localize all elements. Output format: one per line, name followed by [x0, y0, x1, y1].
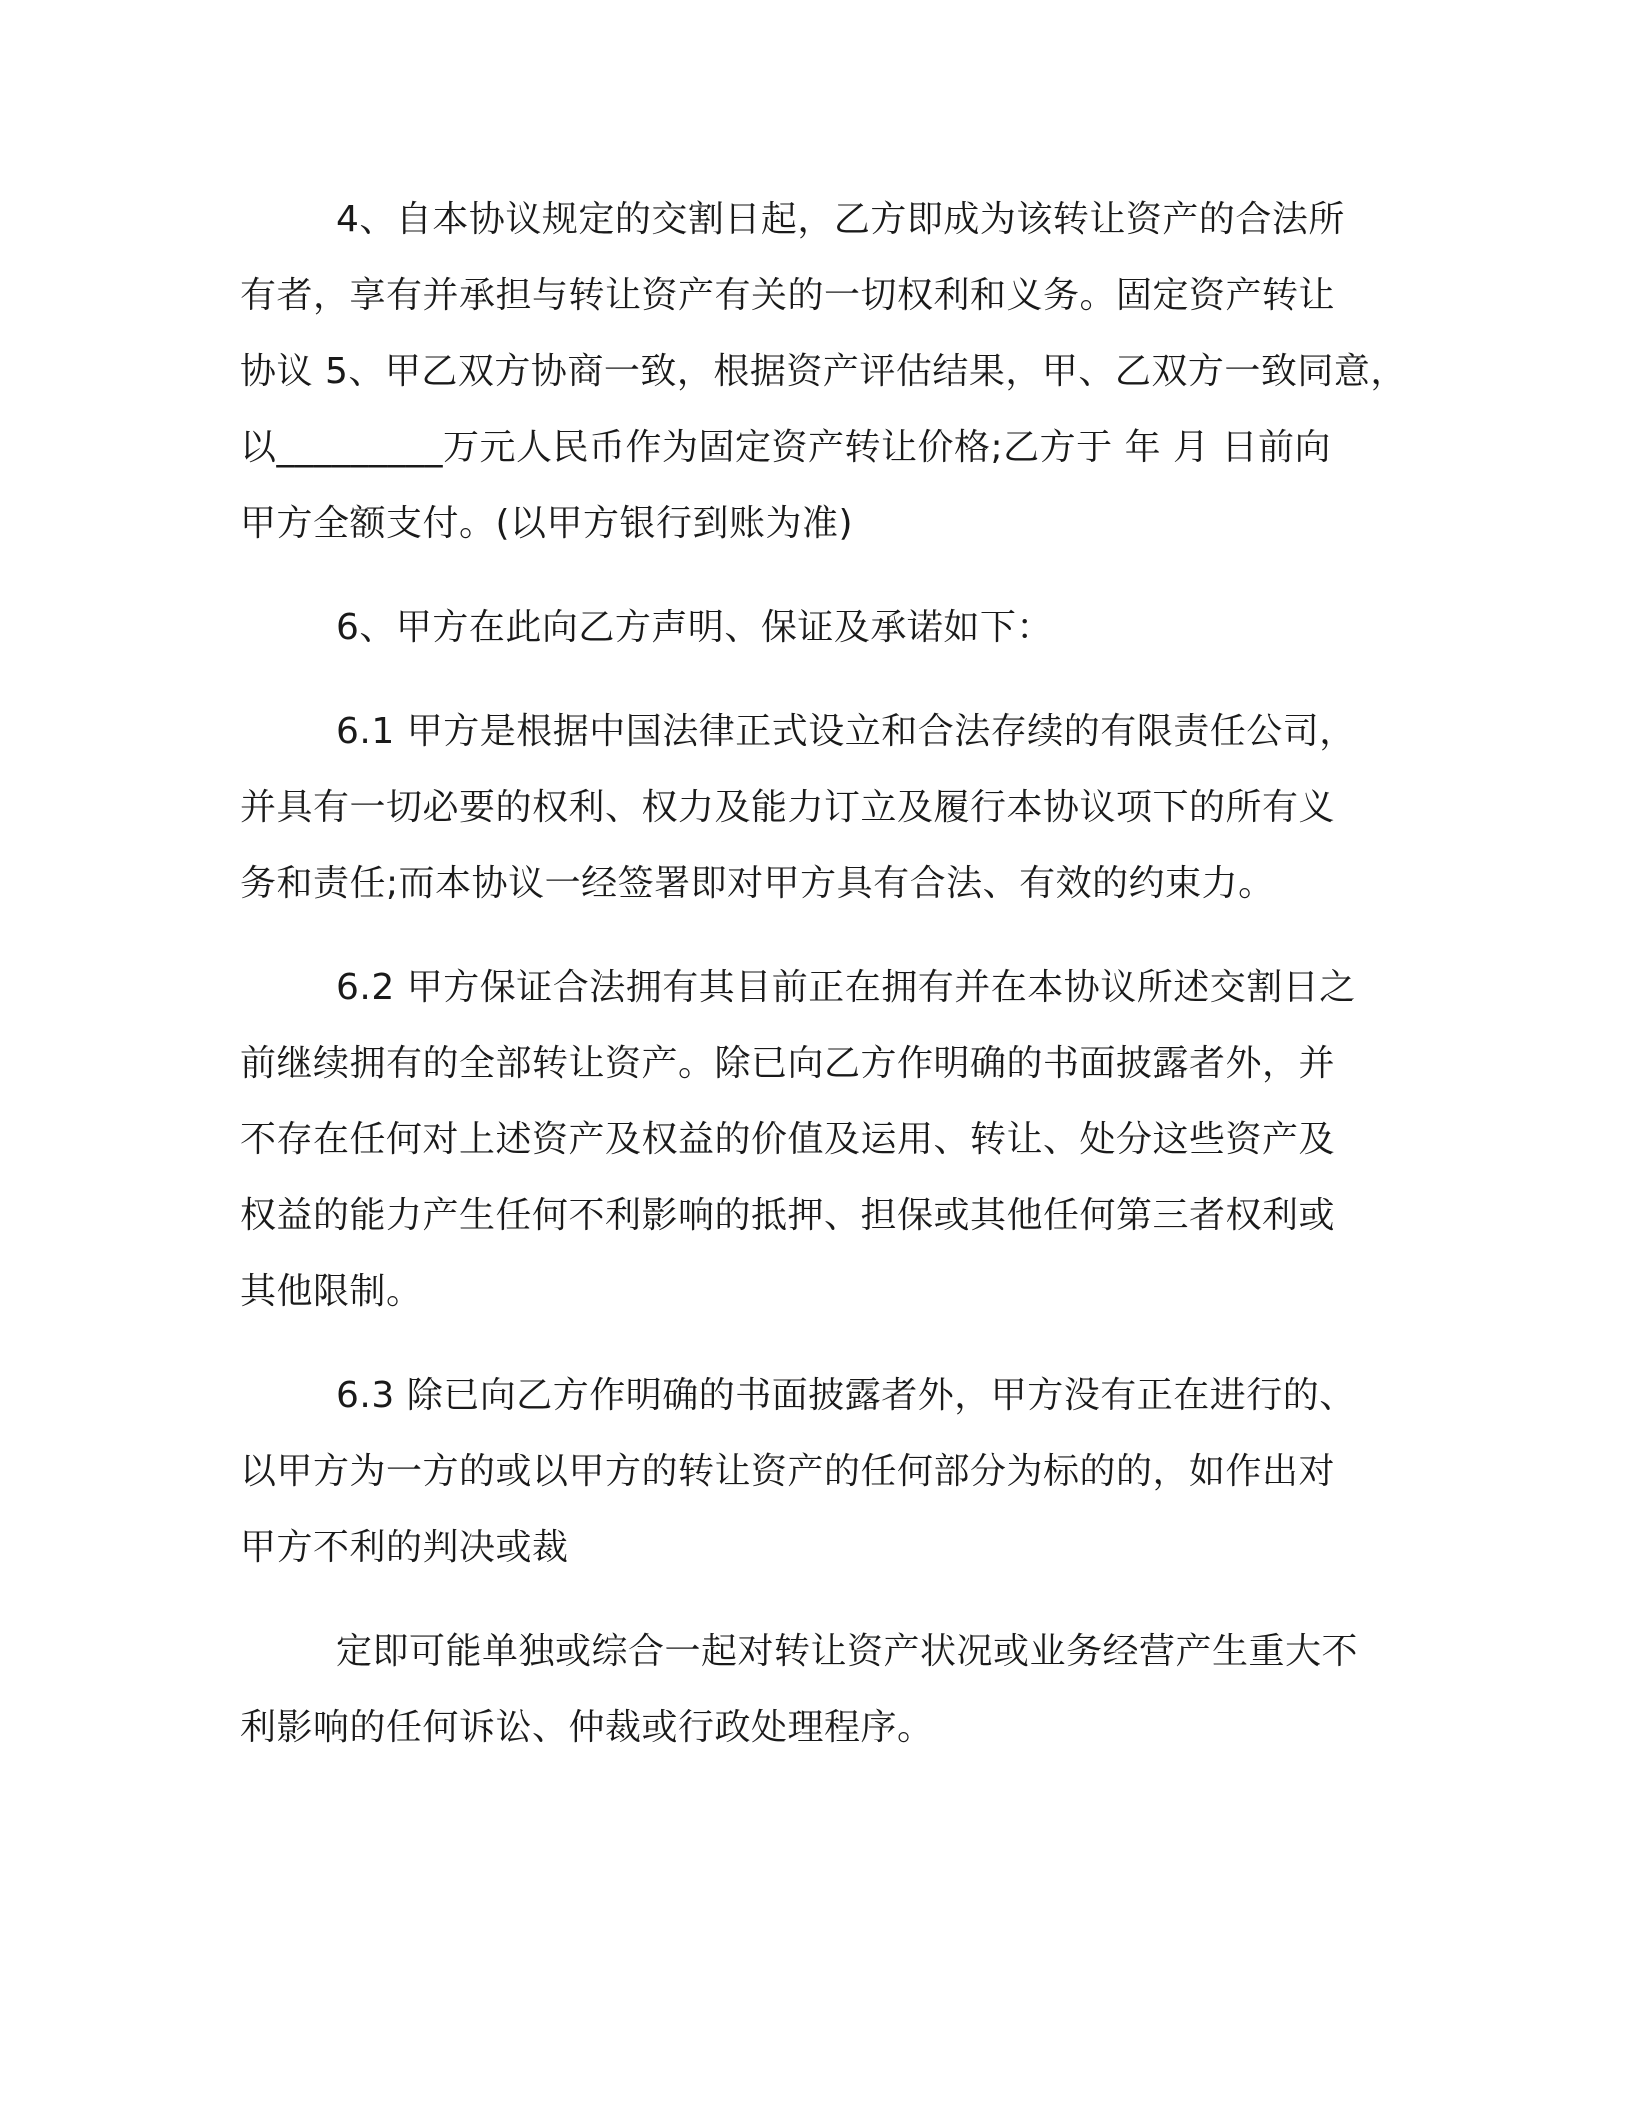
paragraph-spacer [240, 922, 1420, 950]
paragraph-spacer [240, 1586, 1420, 1614]
paragraph-line: 权益的能力产生任何不利影响的抵押、担保或其他任何第三者权利或 [240, 1195, 1336, 1236]
paragraph-6-3 [240, 1358, 1420, 1586]
paragraph-line: 6.1 甲方是根据中国法律正式设立和合法存续的有限责任公司， [336, 711, 1356, 752]
paragraph-6-2 [240, 950, 1420, 1330]
paragraph-6-1 [240, 694, 1420, 922]
paragraph-line: 其他限制。 [240, 1271, 423, 1312]
paragraph-line: 6、甲方在此向乙方声明、保证及承诺如下： [336, 607, 1053, 648]
paragraph-line: 利影响的任何诉讼、仲裁或行政处理程序。 [240, 1707, 934, 1748]
paragraph-line: 协议 5、甲乙双方协商一致，根据资产评估结果，甲、乙双方一致同意， [240, 351, 1407, 392]
paragraph-line: 定即可能单独或综合一起对转让资产状况或业务经营产生重大不 [336, 1631, 1359, 1672]
paragraph-line: 甲方全额支付。(以甲方银行到账为准) [240, 503, 854, 544]
paragraph-line: 以甲方为一方的或以甲方的转让资产的任何部分为标的的，如作出对 [240, 1451, 1336, 1492]
paragraph-spacer [240, 562, 1420, 590]
paragraph-line: 前继续拥有的全部转让资产。除已向乙方作明确的书面披露者外，并 [240, 1043, 1336, 1084]
paragraph-spacer [240, 666, 1420, 694]
paragraph-line: 6.2 甲方保证合法拥有其目前正在拥有并在本协议所述交割日之 [336, 967, 1356, 1008]
paragraph-line: 有者，享有并承担与转让资产有关的一切权利和义务。固定资产转让 [240, 275, 1336, 316]
paragraph-6-3-continued [240, 1614, 1420, 1766]
paragraph-spacer [240, 1330, 1420, 1358]
paragraph-line: 并具有一切必要的权利、权力及能力订立及履行本协议项下的所有义 [240, 787, 1336, 828]
paragraph-line: 以_________万元人民币作为固定资产转让价格;乙方于 年 月 日前向 [240, 427, 1331, 468]
document-body [240, 182, 1420, 1766]
paragraph-line: 4、自本协议规定的交割日起，乙方即成为该转让资产的合法所 [336, 199, 1345, 240]
paragraph-line: 甲方不利的判决或裁 [240, 1527, 569, 1568]
paragraph-line: 不存在任何对上述资产及权益的价值及运用、转让、处分这些资产及 [240, 1119, 1336, 1160]
paragraph-4 [240, 182, 1420, 562]
paragraph-line: 6.3 除已向乙方作明确的书面披露者外，甲方没有正在进行的、 [336, 1375, 1356, 1416]
paragraph-6 [240, 590, 1420, 666]
paragraph-line: 务和责任;而本协议一经签署即对甲方具有合法、有效的约束力。 [240, 863, 1275, 904]
